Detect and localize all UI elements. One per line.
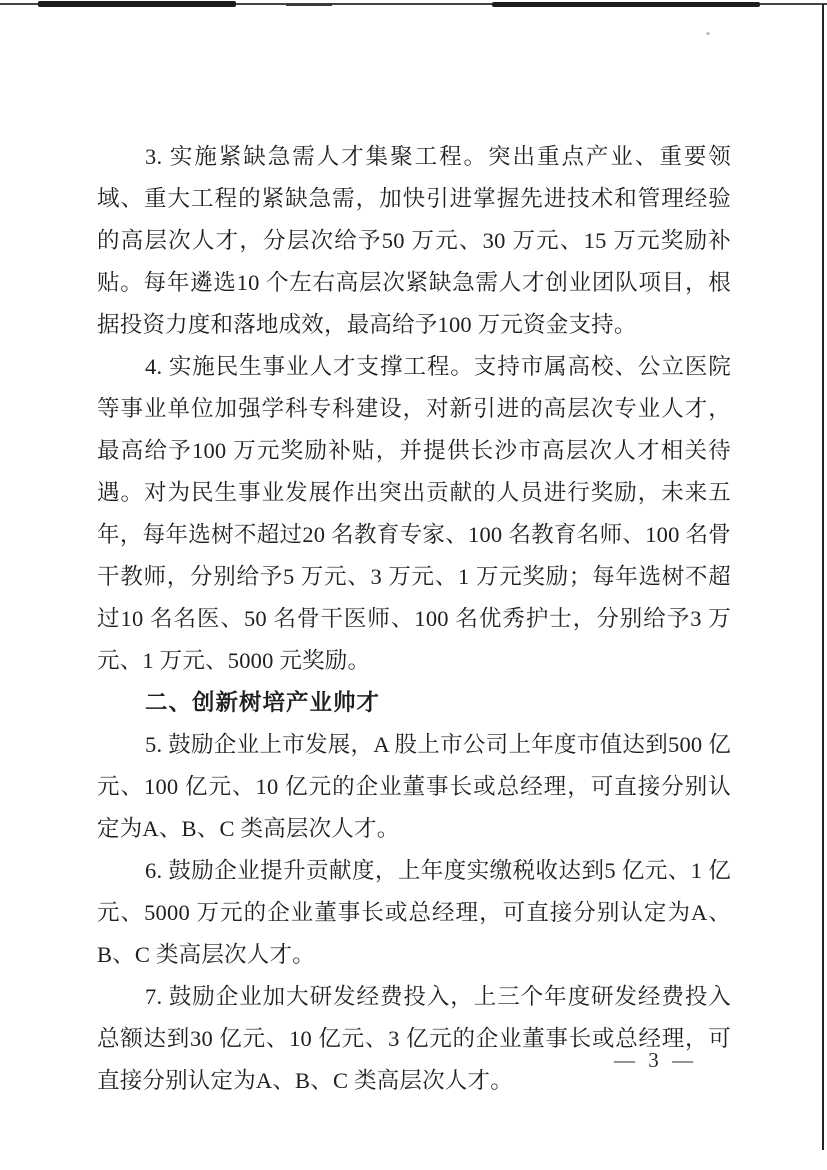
paragraph-item-7: 7. 鼓励企业加大研发经费投入，上三个年度研发经费投入总额达到30 亿元、10 亿元、3 亿元的企业董事长或总经理，可直接分别认定为A、B、C 类高层次人才。: [97, 984, 731, 1093]
paragraph-item-3: 3. 实施紧缺急需人才集聚工程。突出重点产业、重要领域、重大工程的紧缺急需，加快引进掌握先进技术和管理经验的高层次人才，分层次给予50 万元、30 万元、15 万元奖励补贴。每年遴选10 个左右高层次紧缺急需人才创业团队项目，根据投资力度和落地成效，最高给予100 万元资金支持。: [97, 144, 731, 337]
scan-artifact-top-mid-segment: [286, 3, 332, 6]
section-heading-2: 二、创新树培产业帅才: [145, 690, 381, 715]
paragraph-item-5: 5. 鼓励企业上市发展，A 股上市公司上年度市值达到500 亿元、100 亿元、10 亿元的企业董事长或总经理，可直接分别认定为A、B、C 类高层次人才。: [97, 732, 731, 841]
page-number: — 3 —: [614, 1048, 697, 1072]
scan-artifact-top-left-segment: [38, 1, 236, 7]
paragraph-item-4: 4. 实施民生事业人才支撑工程。支持市属高校、公立医院等事业单位加强学科专科建设，对新引进的高层次专业人才，最高给予100 万元奖励补贴，并提供长沙市高层次人才相关待遇。对为民生事业发展作出突出贡献的人员进行奖励，未来五年，每年选树不超过20 名教育专家、100 名教育名师、100 名骨干教师，分别给予5 万元、3 万元、1 万元奖励；每年选树不超过10 名名医、50 名骨干医师、100 名优秀护士，分别给予3 万元、1 万元、5000 元奖励。: [97, 354, 731, 673]
document-body: [97, 136, 731, 1102]
scan-artifact-speck: [706, 32, 710, 35]
scan-artifact-right-edge: [822, 4, 824, 1150]
paragraph-item-6: 6. 鼓励企业提升贡献度，上年度实缴税收达到5 亿元、1 亿元、5000 万元的企业董事长或总经理，可直接分别认定为A、B、C 类高层次人才。: [97, 858, 731, 967]
scan-artifact-top-right-segment: [492, 2, 760, 7]
